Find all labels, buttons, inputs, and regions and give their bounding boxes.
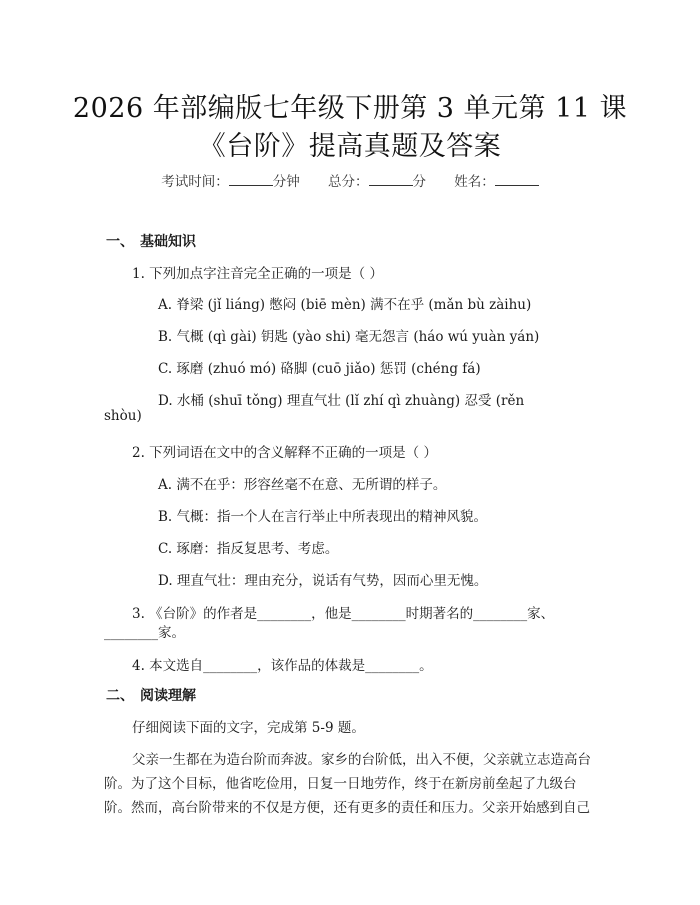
- exam-info: [0, 170, 700, 190]
- question-1-option-d-continued: shòu): [104, 408, 142, 424]
- question-1-option-d: D. 水桶 (shuī tǒng) 理直气壮 (lǐ zhí qì zhuàng) 忍受 (rěn: [158, 393, 525, 409]
- question-1-option-b: B. 气概 (qì gài) 钥匙 (yào shi) 毫无怨言 (háo wú yuàn yán): [158, 329, 540, 345]
- section-heading-reading: 二、 阅读理解: [106, 688, 196, 704]
- question-2-option-c: C. 琢磨：指反复思考、考虑。: [158, 541, 339, 557]
- question-2-option-a: A. 满不在乎：形容丝毫不在意、无所谓的样子。: [158, 477, 447, 493]
- question-4: 4. 本文选自________，该作品的体裁是________。: [132, 658, 433, 674]
- passage-line-3: 阶。然而，高台阶带来的不仅是方便，还有更多的责任和压力。父亲开始感到自己: [104, 800, 590, 816]
- question-1-option-a: A. 脊梁 (jǐ liáng) 憋闷 (biē mèn) 满不在乎 (mǎn bù zàihu): [158, 297, 532, 313]
- question-2-stem: 2. 下列词语在文中的含义解释不正确的一项是（ ）: [132, 445, 437, 461]
- passage-line-1: 父亲一生都在为造台阶而奔波。家乡的台阶低，出入不便，父亲就立志造高台: [132, 752, 591, 768]
- question-2-option-b: B. 气概：指一个人在言行举止中所表现出的精神风貌。: [158, 509, 488, 525]
- question-2-option-d: D. 理直气壮：理由充分，说话有气势，因而心里无愧。: [158, 573, 488, 589]
- student-name-field: 姓名：: [454, 174, 539, 190]
- section-heading-basic-knowledge: 一、 基础知识: [106, 234, 196, 250]
- reading-instruction: 仔细阅读下面的文字，完成第 5-9 题。: [132, 720, 365, 736]
- passage-line-2: 阶。为了这个目标，他省吃俭用，日复一日地劳作，终于在新房前垒起了九级台: [104, 776, 577, 792]
- question-1-stem: 1. 下列加点字注音完全正确的一项是（ ）: [132, 266, 383, 282]
- exam-time-field: 考试时间： 分钟: [161, 174, 300, 190]
- question-3-line-2: ________家。: [104, 625, 185, 641]
- document-title-line-1: 2026 年部编版七年级下册第 3 单元第 11 课: [72, 93, 628, 124]
- exam-time-blank[interactable]: [229, 171, 273, 186]
- student-name-blank[interactable]: [495, 171, 539, 186]
- question-3-line-1: 3. 《台阶》的作者是________，他是________时期著名的________家、: [132, 606, 555, 622]
- question-1-option-c: C. 琢磨 (zhuó mó) 硌脚 (cuō jiǎo) 惩罚 (chéng fá): [158, 361, 481, 377]
- total-score-blank[interactable]: [369, 171, 413, 186]
- document-title-line-2: 《台阶》提高真题及答案: [198, 131, 502, 162]
- total-score-field: 总分： 分: [328, 174, 426, 190]
